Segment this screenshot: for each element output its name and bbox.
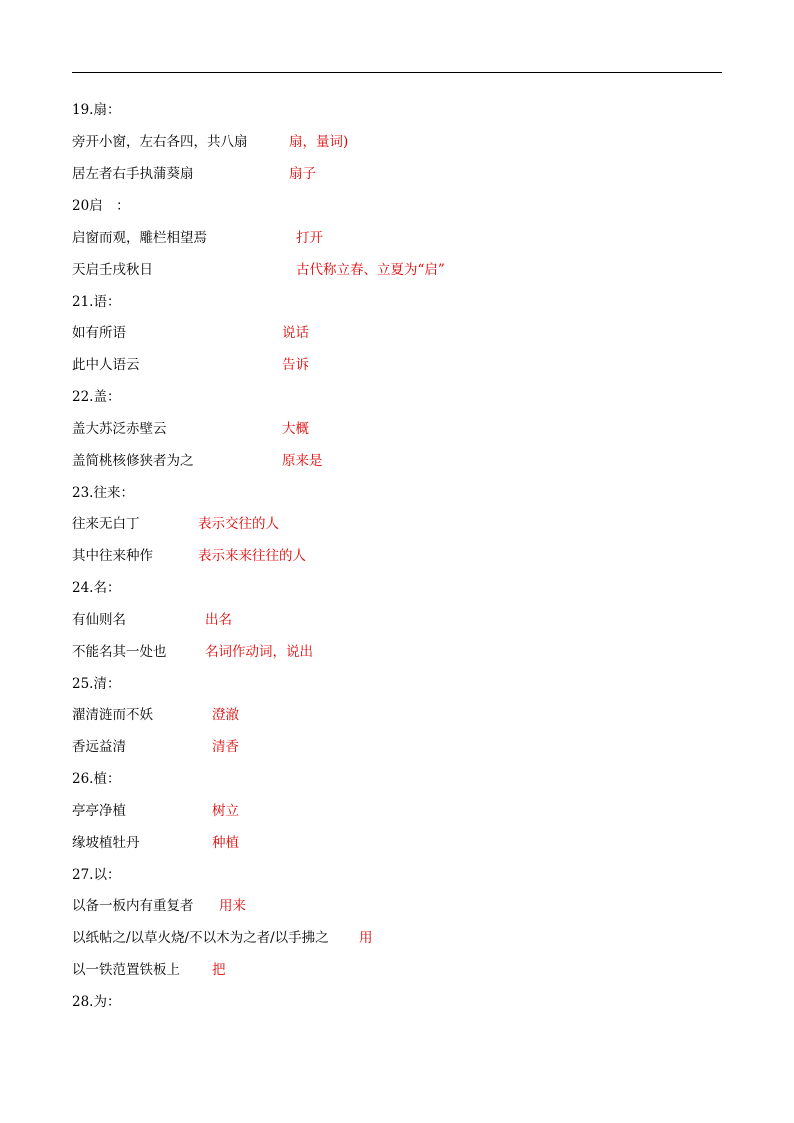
example-sentence: 旁开小窗，左右各四，共八扇 (72, 134, 248, 150)
heading-text: 22.盖： (72, 389, 121, 405)
meaning-note: 把 (212, 962, 226, 978)
example-sentence: 天启壬戌秋日 (72, 262, 153, 278)
example-sentence: 盖简桃核修狭者为之 (72, 453, 194, 469)
meaning-note: 扇子 (289, 166, 316, 182)
meaning-note: 说话 (282, 325, 309, 341)
example-sentence: 以备一板内有重复者 (72, 898, 194, 914)
heading-text: 28.为： (72, 994, 121, 1010)
example-sentence: 以一铁范置铁板上 (72, 962, 180, 978)
meaning-note: 用 (359, 930, 373, 946)
meaning-note: 清香 (212, 739, 239, 755)
example-sentence: 居左者右手执蒲葵扇 (72, 166, 194, 182)
meaning-note: 出名 (205, 612, 232, 628)
example-sentence: 有仙则名 (72, 612, 126, 628)
meaning-note: 扇，量词) (289, 134, 349, 150)
example-sentence: 如有所语 (72, 325, 126, 341)
meaning-note: 表示来来往往的人 (198, 548, 306, 564)
header-rule (72, 72, 722, 73)
meaning-note: 名词作动词，说出 (205, 644, 313, 660)
example-sentence: 启窗而观，雕栏相望焉 (72, 230, 207, 246)
example-sentence: 香远益清 (72, 739, 126, 755)
heading-text: 20启 ： (72, 198, 130, 214)
example-sentence: 濯清涟而不妖 (72, 707, 153, 723)
heading-text: 27.以： (72, 867, 121, 883)
meaning-note: 表示交往的人 (198, 516, 279, 532)
meaning-note: 大概 (282, 421, 309, 437)
example-sentence: 亭亭净植 (72, 803, 126, 819)
example-sentence: 不能名其一处也 (72, 644, 167, 660)
meaning-note: 古代称立春、立夏为“启” (296, 262, 445, 278)
heading-text: 25.清： (72, 676, 121, 692)
example-sentence: 往来无白丁 (72, 516, 140, 532)
meaning-note: 树立 (212, 803, 239, 819)
example-sentence: 盖大苏泛赤壁云 (72, 421, 167, 437)
heading-text: 19.扇： (72, 102, 121, 118)
example-sentence: 以纸帖之/以草火烧/不以木为之者/以手拂之 (72, 930, 329, 946)
meaning-note: 澄澈 (212, 707, 239, 723)
heading-text: 21.语： (72, 294, 121, 310)
meaning-note: 种植 (212, 835, 239, 851)
example-sentence: 缘坡植牡丹 (72, 835, 140, 851)
meaning-note: 用来 (219, 898, 246, 914)
meaning-note: 打开 (296, 230, 323, 246)
example-sentence: 此中人语云 (72, 357, 140, 373)
meaning-note: 原来是 (282, 453, 323, 469)
heading-text: 24.名： (72, 580, 121, 596)
heading-text: 23.往来： (72, 485, 134, 501)
heading-text: 26.植： (72, 771, 121, 787)
example-sentence: 其中往来种作 (72, 548, 153, 564)
meaning-note: 告诉 (282, 357, 309, 373)
